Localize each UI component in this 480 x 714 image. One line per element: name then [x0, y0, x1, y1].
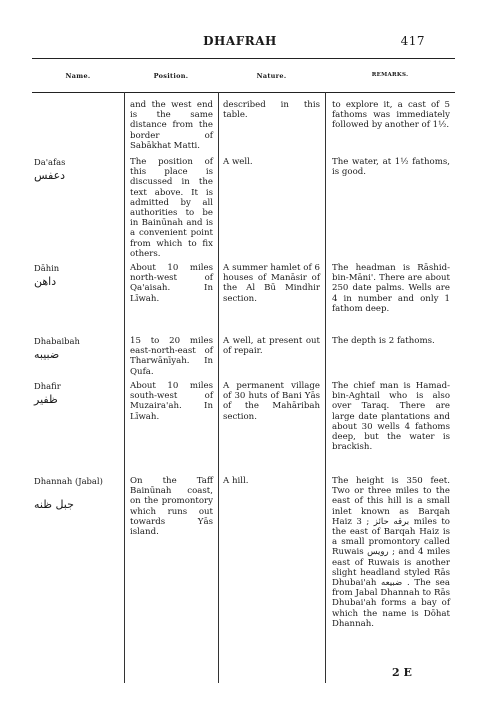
position-cell: About 10 miles north-west of Qa'aisah. In Līwah.	[130, 263, 213, 304]
column-header-nature: Nature.	[256, 72, 287, 80]
place-name-arabic: دعفس	[34, 169, 66, 182]
position-cell: On the Taff Bainūnah coast, on the promontory which runs out towards Yās island.	[130, 476, 213, 538]
remarks-cell: The height is 350 feet. Two or three miles to the east of this hill is a small inlet known as Barqah Haiz برقه حائز ; 3 miles to the east of Barqah Haiz is a small promontory called Ruwais رويس ; and 4 miles east of Ruwais is another slight headland styled Rās Dhubai'ah ضبيعه . The sea from Jabal Dhannah to Rās Dhubai'ah forms a bay of which the name is Dōhat Dhannah.	[332, 476, 451, 629]
nature-cell: described in this table.	[223, 100, 320, 121]
position-cell: About 10 miles south-west of Muzaira'ah. In Līwah.	[130, 381, 213, 422]
table-top-rule	[32, 58, 455, 59]
place-name: Dhafir	[34, 381, 61, 391]
position-cell: The position of this place is discussed in the text above. It is admitted by all authorities to be in Bainūnah and is a convenient point from which to fix others.	[130, 157, 213, 259]
place-name-arabic: ضبيبه	[34, 348, 60, 361]
position-cell: and the west end is the same distance from the border of Sabākhat Matti.	[130, 100, 213, 151]
remarks-cell: The water, at 1½ fathoms, is good.	[332, 157, 450, 178]
column-header-position: Position.	[153, 72, 189, 80]
gazetteer-table	[32, 58, 455, 683]
place-name: Da'afas	[34, 157, 66, 167]
remarks-cell: to explore it, a cast of 5 fathoms was immediately followed by another of 1½.	[332, 100, 450, 131]
place-name-arabic: جبل ظنه	[34, 498, 74, 511]
place-name-arabic: داهن	[34, 275, 57, 288]
page-number: 417	[400, 34, 425, 48]
column-header-remarks: REMARKS.	[371, 72, 409, 78]
place-name: Dāhin	[34, 263, 60, 273]
nature-cell: A hill.	[223, 476, 249, 486]
nature-cell: A summer hamlet of 6 houses of Manāsir of the Al Bū Mindhir section.	[223, 263, 320, 304]
column-divider	[325, 92, 326, 683]
position-cell: 15 to 20 miles east-north-east of Tharwānīyah. In Qufa.	[130, 336, 213, 377]
place-name-arabic: ظفير	[34, 393, 58, 406]
place-name: Dhabaibah	[34, 336, 80, 346]
nature-cell: A well, at present out of repair.	[223, 336, 320, 357]
place-name: Dhannah (Jabal)	[34, 476, 103, 486]
column-divider	[218, 92, 219, 683]
header-rule	[32, 92, 455, 93]
column-divider	[124, 92, 125, 683]
remarks-cell: The depth is 2 fathoms.	[332, 336, 435, 346]
remarks-cell: The chief man is Hamad-bin-Aghtail who is also over Taraq. There are large date plantations and about 30 wells 4 fathoms deep, but the water is brackish.	[332, 381, 450, 453]
running-title: DHAFRAH	[203, 34, 277, 48]
nature-cell: A well.	[223, 157, 253, 167]
remarks-cell: The headman is Rāshid-bin-Māni'. There are about 250 date palms. Wells are 4 in number and only 1 fathom deep.	[332, 263, 450, 314]
nature-cell: A permanent village of 30 huts of Bani Yās of the Mahāribah section.	[223, 381, 320, 422]
column-header-name: Name.	[65, 72, 91, 80]
signature-mark: 2 E	[392, 666, 412, 679]
